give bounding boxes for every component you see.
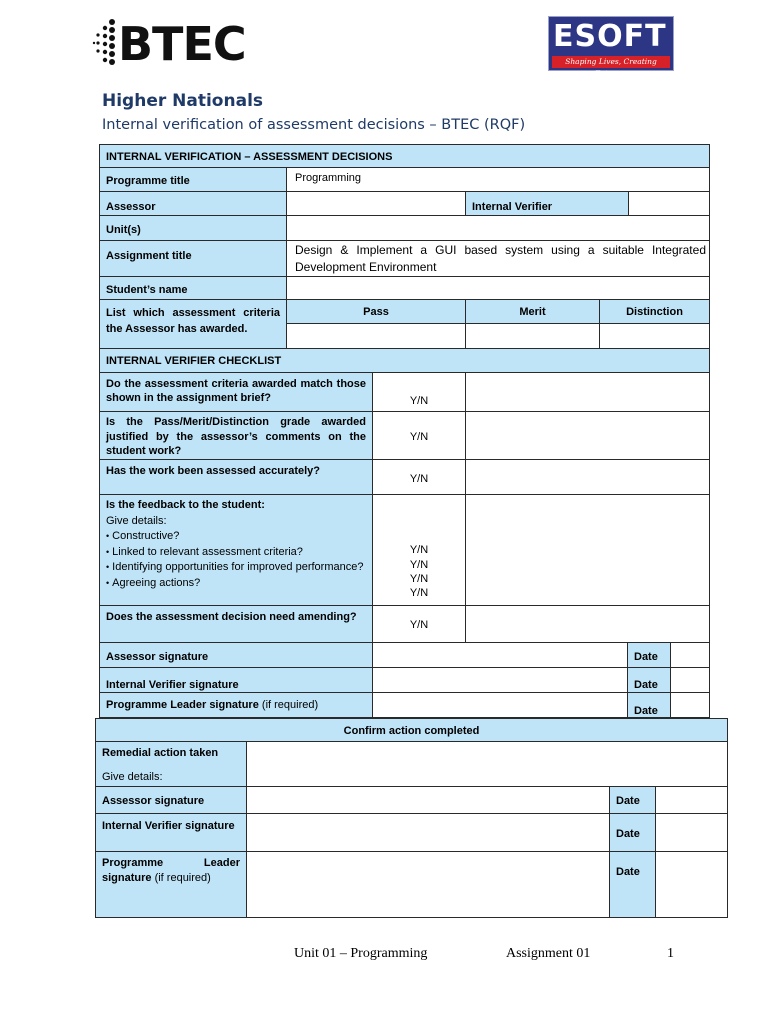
checklist-question-grade-justified: Is the Pass/Merit/Distinction grade awarded justified by the assessor’s comments on the student work? [99, 411, 373, 460]
confirm-assessor-signature-field[interactable] [246, 786, 610, 814]
label-assessor-signature: Assessor signature [99, 642, 373, 668]
footer-assignment: Assignment 01 [506, 946, 591, 961]
yn-label: Y/N [409, 473, 429, 485]
page-title: Higher Nationals [102, 91, 264, 111]
footer-unit: Unit 01 – Programming [294, 946, 428, 961]
label-date: Date [609, 786, 656, 814]
iv-signature-field[interactable] [372, 667, 628, 693]
checklist-comment-assessed-accurately[interactable] [465, 459, 710, 495]
label-remedial-action [95, 741, 247, 787]
confirm-pl-signature-note: (if required) [151, 872, 211, 884]
checklist-question-criteria-match: Do the assessment criteria awarded match those shown in the assignment brief? [99, 372, 373, 412]
checklist-comment-feedback[interactable] [465, 494, 710, 606]
feedback-item-agreeing: • Agreeing actions? [106, 576, 366, 592]
esoft-logo-text: ESOFT [553, 19, 667, 54]
yn-label: Y/N [409, 431, 429, 443]
grade-pass-header: Pass [286, 299, 466, 324]
btec-logo [92, 16, 252, 72]
units-field[interactable] [286, 215, 710, 241]
checklist-question-amending: Does the assessment decision need amending? [99, 605, 373, 643]
confirm-assessor-date-field[interactable] [655, 786, 728, 814]
yn-label: Y/N [409, 587, 429, 599]
assessor-date-field[interactable] [670, 642, 710, 668]
remedial-give-details: Give details: [102, 771, 163, 783]
programme-title-field[interactable]: Programming [286, 167, 710, 192]
confirm-pl-signature-field[interactable] [246, 851, 610, 918]
grade-merit-header: Merit [465, 299, 600, 324]
iv-date-field[interactable] [670, 667, 710, 693]
checklist-question-feedback [99, 494, 373, 606]
checklist-yn-amending[interactable] [372, 605, 466, 643]
student-name-field[interactable] [286, 276, 710, 300]
yn-label: Y/N [409, 544, 429, 556]
label-student-name: Student’s name [99, 276, 287, 300]
checklist-yn-grade-justified[interactable] [372, 411, 466, 460]
label-assignment-title: Assignment title [99, 240, 287, 277]
label-confirm-iv-signature: Internal Verifier signature [95, 813, 247, 852]
footer-page-number: 1 [667, 946, 674, 961]
grade-distinction-header: Distinction [599, 299, 710, 324]
confirm-pl-signature-text: Programme Leader signature [102, 857, 240, 884]
pl-signature-text: Programme Leader signature [106, 699, 259, 711]
checklist-yn-criteria-match[interactable] [372, 372, 466, 412]
yn-label: Y/N [409, 619, 429, 631]
checklist-comment-grade-justified[interactable] [465, 411, 710, 460]
label-date: Date [609, 851, 656, 918]
label-confirm-assessor-signature: Assessor signature [95, 786, 247, 814]
grade-distinction-field[interactable] [599, 323, 710, 349]
checklist-comment-criteria-match[interactable] [465, 372, 710, 412]
btec-logo-text: BTEC [118, 17, 246, 71]
pl-date-field[interactable] [670, 692, 710, 718]
internal-verifier-field[interactable] [628, 191, 710, 216]
label-iv-signature: Internal Verifier signature [99, 667, 373, 693]
label-date: Date [627, 642, 671, 668]
label-internal-verifier: Internal Verifier [465, 191, 629, 216]
section-title-confirm-action: Confirm action completed [95, 718, 728, 742]
section-title-assessment-decisions: INTERNAL VERIFICATION – ASSESSMENT DECISIONS [99, 144, 710, 168]
assessor-signature-field[interactable] [372, 642, 628, 668]
feedback-give-details: Give details: [106, 514, 167, 527]
label-assessor: Assessor [99, 191, 287, 216]
grade-pass-field[interactable] [286, 323, 466, 349]
confirm-iv-date-field[interactable] [655, 813, 728, 852]
label-date: Date [609, 813, 656, 852]
yn-label: Y/N [409, 395, 429, 407]
btec-dots-icon [92, 18, 118, 68]
checklist-comment-amending[interactable] [465, 605, 710, 643]
yn-label: Y/N [409, 559, 429, 571]
pl-signature-note: (if required) [258, 699, 319, 711]
feedback-item-opportunities: • Identifying opportunities for improved performance? [106, 560, 366, 576]
grade-merit-field[interactable] [465, 323, 600, 349]
feedback-item-linked: • Linked to relevant assessment criteria? [106, 545, 366, 561]
confirm-pl-date-field[interactable] [655, 851, 728, 918]
pl-signature-field[interactable] [372, 692, 628, 718]
checklist-question-assessed-accurately: Has the work been assessed accurately? [99, 459, 373, 495]
feedback-title: Is the feedback to the student: [106, 499, 265, 511]
assignment-title-field[interactable]: Design & Implement a GUI based system using a suitable Integrated Development Environment [286, 240, 710, 277]
label-date: Date [627, 667, 671, 693]
remedial-action-title: Remedial action taken [102, 747, 219, 759]
assessor-field[interactable] [286, 191, 466, 216]
yn-label: Y/N [409, 573, 429, 585]
confirm-iv-signature-field[interactable] [246, 813, 610, 852]
label-programme-title: Programme title [99, 167, 287, 192]
remedial-action-field[interactable] [246, 741, 728, 787]
page-subtitle: Internal verification of assessment decisions – BTEC (RQF) [102, 117, 526, 133]
esoft-logo [548, 16, 674, 78]
label-pl-signature [99, 692, 373, 718]
feedback-item-constructive: • Constructive? [106, 529, 366, 545]
label-date: Date [627, 692, 671, 718]
checklist-yn-feedback[interactable] [372, 494, 466, 606]
label-confirm-pl-signature [95, 851, 247, 918]
label-assessment-criteria: List which assessment criteria the Assessor has awarded. [99, 299, 287, 349]
label-units: Unit(s) [99, 215, 287, 241]
checklist-yn-assessed-accurately[interactable] [372, 459, 466, 495]
esoft-tagline: Shaping Lives, Creating Futures. [552, 56, 670, 68]
section-title-checklist: INTERNAL VERIFIER CHECKLIST [99, 348, 710, 373]
